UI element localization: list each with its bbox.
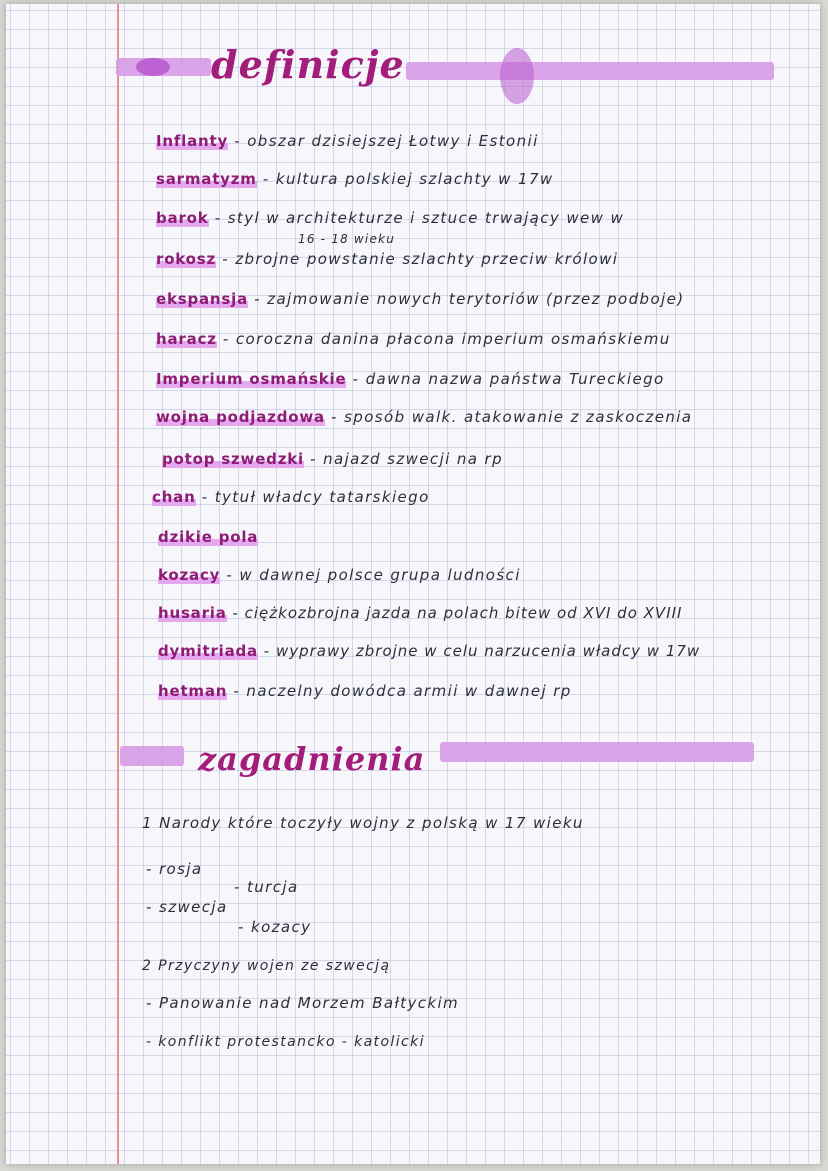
definition-term: chan bbox=[152, 488, 196, 506]
definition-row: wojna podjazdowa - sposób walk. atakowanie z zaskoczenia bbox=[156, 408, 693, 426]
definition-row: Imperium osmańskie - dawna nazwa państwa Tureckiego bbox=[156, 370, 665, 388]
definition-row: rokosz - zbrojne powstanie szlachty przeciw królowi bbox=[156, 250, 619, 268]
definition-row: kozacy - w dawnej polsce grupa ludności bbox=[158, 566, 521, 584]
definition-text: coroczna danina płacona imperium osmańskiemu bbox=[235, 330, 671, 348]
definition-row: sarmatyzm - kultura polskiej szlachty w 17w bbox=[156, 170, 554, 188]
heading-definicje: definicje bbox=[211, 42, 405, 87]
definition-text: obszar dzisiejszej Łotwy i Estonii bbox=[247, 132, 539, 150]
definition-text: kultura polskiej szlachty w 17w bbox=[275, 170, 554, 188]
definition-text: sposób walk. atakowanie z zaskoczenia bbox=[344, 408, 693, 426]
definition-text: najazd szwecji na rp bbox=[323, 450, 504, 468]
q2-item: - Panowanie nad Morzem Bałtyckim bbox=[146, 994, 460, 1012]
barok-note: 16 - 18 wieku bbox=[298, 232, 395, 246]
definition-row: dymitriada - wyprawy zbrojne w celu narzucenia władcy w 17w bbox=[158, 642, 701, 660]
definition-row: potop szwedzki - najazd szwecji na rp bbox=[162, 450, 504, 468]
margin-line bbox=[117, 4, 119, 1164]
definition-term: rokosz bbox=[156, 250, 217, 268]
definition-term: husaria bbox=[158, 604, 227, 622]
definition-term: Imperium osmańskie bbox=[156, 370, 347, 388]
definition-term: wojna podjazdowa bbox=[156, 408, 325, 426]
heading-highlight-blot bbox=[136, 58, 170, 76]
definition-term: dymitriada bbox=[158, 642, 258, 660]
question-1: 1 Narody które toczyły wojny z polską w 17 wieku bbox=[142, 814, 584, 832]
heading2-highlight-left bbox=[120, 746, 184, 766]
q1-item: - rosja bbox=[146, 860, 203, 878]
definition-text: ciężkozbrojna jazda na polach bitew od XVI do XVIII bbox=[244, 604, 683, 622]
definition-term: Inflanty bbox=[156, 132, 229, 150]
question-2: 2 Przyczyny wojen ze szwecją bbox=[142, 958, 391, 974]
definition-text: w dawnej polsce grupa ludności bbox=[239, 566, 521, 584]
definition-row: haracz - coroczna danina płacona imperium osmańskiemu bbox=[156, 330, 671, 348]
definition-row: Inflanty - obszar dzisiejszej Łotwy i Estonii bbox=[156, 132, 539, 150]
definition-term: potop szwedzki bbox=[162, 450, 304, 468]
definition-text: zbrojne powstanie szlachty przeciw królowi bbox=[235, 250, 619, 268]
definition-row: hetman - naczelny dowódca armii w dawnej rp bbox=[158, 682, 572, 700]
q1-item: - turcja bbox=[234, 878, 299, 896]
q1-item: - kozacy bbox=[238, 918, 312, 936]
q2-item: - konflikt protestancko - katolicki bbox=[146, 1034, 425, 1050]
definition-term: hetman bbox=[158, 682, 228, 700]
definition-term: ekspansja bbox=[156, 290, 249, 308]
definition-text: styl w architekturze i sztuce trwający wew w bbox=[227, 209, 625, 227]
heading-zagadnienia: zagadnienia bbox=[198, 740, 426, 778]
definition-term: dzikie pola bbox=[158, 528, 259, 546]
definition-term: haracz bbox=[156, 330, 217, 348]
definition-row: husaria - ciężkozbrojna jazda na polach bitew od XVI do XVIII bbox=[158, 604, 683, 622]
heading2-highlight-right bbox=[440, 742, 754, 762]
definition-text: dawna nazwa państwa Tureckiego bbox=[365, 370, 665, 388]
definition-row: barok - styl w architekturze i sztuce trwający wew w bbox=[156, 209, 625, 227]
heading-highlight-right bbox=[406, 62, 774, 80]
definition-text: naczelny dowódca armii w dawnej rp bbox=[246, 682, 572, 700]
heading-highlight-blot-2 bbox=[500, 48, 534, 104]
notebook-page bbox=[6, 4, 820, 1164]
definition-term: sarmatyzm bbox=[156, 170, 257, 188]
definition-term: kozacy bbox=[158, 566, 221, 584]
definition-text: zajmowanie nowych terytoriów (przez podboje) bbox=[267, 290, 685, 308]
q1-item: - szwecja bbox=[146, 898, 228, 916]
definition-text: wyprawy zbrojne w celu narzucenia władcy w 17w bbox=[275, 642, 701, 660]
definition-text: tytuł władcy tatarskiego bbox=[214, 488, 430, 506]
definition-row: chan - tytuł władcy tatarskiego bbox=[152, 488, 430, 506]
definition-term: barok bbox=[156, 209, 209, 227]
definition-row: ekspansja - zajmowanie nowych terytoriów (przez podboje) bbox=[156, 290, 685, 308]
definition-row bbox=[158, 528, 258, 546]
